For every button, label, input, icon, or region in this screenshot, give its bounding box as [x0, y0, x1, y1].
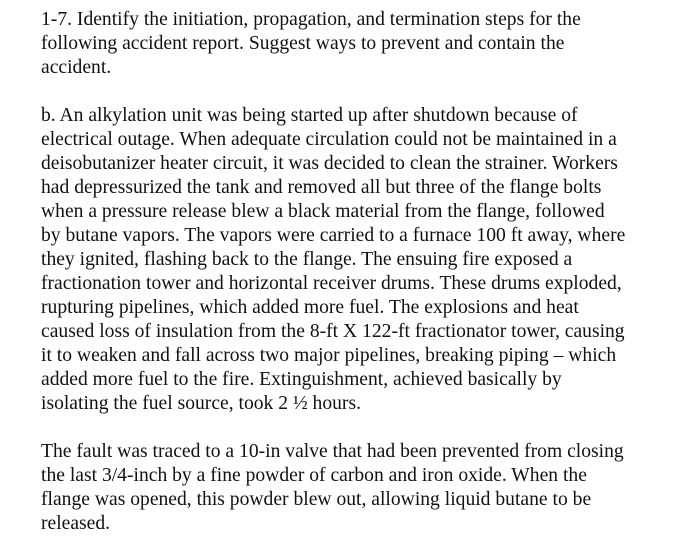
part-b-line: fractionation tower and horizontal receiver drums. These drums exploded, [41, 273, 622, 294]
part-b-line: it to weaken and fall across two major pipelines, breaking piping – which [41, 345, 617, 366]
part-b-line: had depressurized the tank and removed all but three of the flange bolts [41, 177, 602, 198]
part-b-line: electrical outage. When adequate circulation could not be maintained in a [41, 129, 617, 150]
part-b-line: caused loss of insulation from the 8-ft X 122-ft fractionator tower, causing [41, 321, 625, 342]
part-b-line: isolating the fuel source, took 2 ½ hours. [41, 393, 361, 414]
fault-line: The fault was traced to a 10-in valve that had been prevented from closing [41, 441, 624, 462]
paragraph-spacer [41, 416, 681, 440]
fault-line: flange was opened, this powder blew out, allowing liquid butane to be [41, 489, 592, 510]
question-line: 1-7. Identify the initiation, propagation, and termination steps for the [41, 9, 581, 30]
part-b-line: b. An alkylation unit was being started up after shutdown because of [41, 105, 578, 126]
fault-line: released. [41, 513, 111, 534]
document-body [41, 8, 681, 536]
fault-line: the last 3/4-inch by a fine powder of carbon and iron oxide. When the [41, 465, 587, 486]
part-b-line: they ignited, flashing back to the flange. The ensuing fire exposed a [41, 249, 573, 270]
part-b-line: deisobutanizer heater circuit, it was decided to clean the strainer. Workers [41, 153, 618, 174]
fault-paragraph [41, 440, 681, 536]
part-b-line: rupturing pipelines, which added more fuel. The explosions and heat [41, 297, 579, 318]
question-paragraph [41, 8, 681, 80]
paragraph-spacer [41, 80, 681, 104]
part-b-line: added more fuel to the fire. Extinguishment, achieved basically by [41, 369, 562, 390]
part-b-line: when a pressure release blew a black material from the flange, followed [41, 201, 605, 222]
question-line: accident. [41, 57, 112, 78]
part-b-line: by butane vapors. The vapors were carried to a furnace 100 ft away, where [41, 225, 626, 246]
part-b-paragraph [41, 104, 681, 416]
question-line: following accident report. Suggest ways to prevent and contain the [41, 33, 565, 54]
